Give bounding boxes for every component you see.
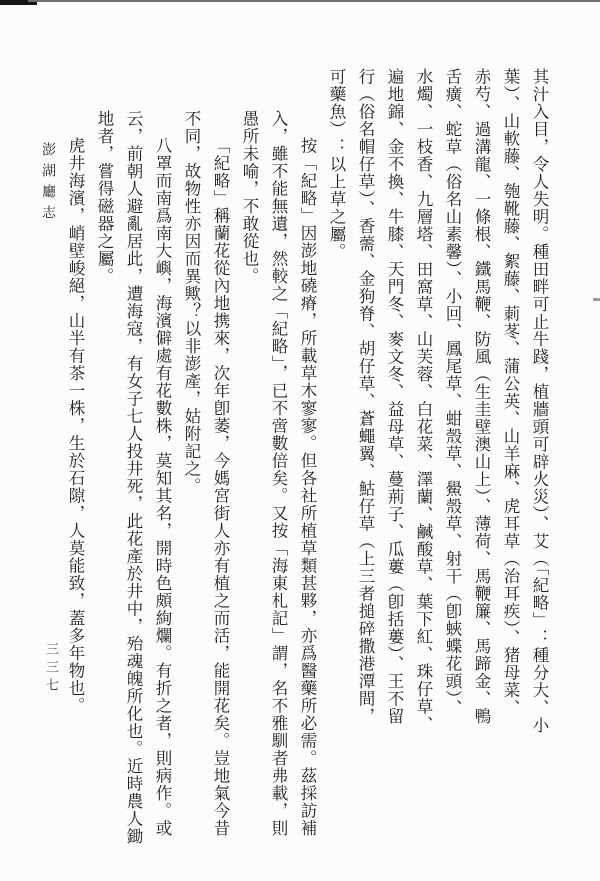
text-column: 八罩而南爲南大嶼，海濱僻處有花數株，莫知其名，開時色頗絢爛。有折之者，則病作。或: [153, 137, 172, 837]
text-column: 可藥魚）：以上草之屬。: [327, 68, 346, 261]
text-column: 葉）、山軟藤、匏靴藤、絮藤、莿苳、蒲公英、山羊麻、虎耳草（治耳疾）、猪母菜、: [501, 68, 520, 717]
scan-artifact-right-tick: [593, 298, 600, 301]
text-column: 按「紀略」因澎地磽瘠，所載草木寥寥。但各社所植草類甚夥，亦爲醫藥所必需。茲採訪補: [298, 137, 317, 837]
text-column: 地者，嘗得磁器之屬。: [95, 110, 114, 285]
text-column: 舌癀、蛇草（俗名山素馨）、小回、鳳尾草、蚶殼草、鱟殼草、射干（卽蛺蝶花頭）、: [443, 68, 462, 717]
text-column: 虎井海濱，峭壁峻絕，山半有茶一株，生於石隙，人莫能致，蓋多年物也。: [66, 137, 85, 715]
text-column: 入，雖不能無遺，然較之「紀略」，已不啻數倍矣。又按「海東札記」謂，名不雅馴者弗載，則: [269, 110, 288, 837]
text-column: 行（俗名帽仔草）、香薷、金狗脊、胡仔草、蒼蠅翼、鮕仔草（上三者搥碎撒港潭間，: [356, 68, 375, 725]
text-column: 遍地錦、金不換、牛膝、天門冬、麥文冬、益母草、蔓荊子、瓜蔞（卽括蔞）、王不留: [385, 68, 404, 725]
text-column: 其汁入目，令人失明。種田畔可止牛踐，植牆頭可辟火災）、艾（「紀略」：種分大、小: [530, 68, 549, 734]
text-column: 云，前朝人避亂居此，遭海寇，有女子七人投井死，此花產於井中，殆魂魄所化也。近時農人鋤: [124, 110, 143, 845]
text-column: 愚所未喻，不敢從也。: [240, 110, 259, 285]
text-column: 水燭、一枝香、九層塔、田窩草、山芙蓉、白花菜、澤蘭、鹹酸草、葉下紅、珠仔草、: [414, 68, 433, 733]
scan-artifact-top-line: [28, 0, 600, 2]
text-column: 不同，故物性亦因而異歟？以非澎產，姑附記之。: [182, 110, 201, 495]
book-title: 澎湖廳志: [40, 142, 55, 226]
page-number: 三三七: [44, 642, 59, 696]
text-column: 赤芍、過溝龍、一條根、鐵馬鞭、防風（生圭壁澳山上）、薄荷、馬鞭簾、馬蹄金、鴨: [472, 68, 491, 725]
text-block: [52, 68, 554, 868]
text-column: 「紀略」稱蘭花從內地携來，次年卽萎，今媽宮街人亦有植之而活，能開花矣。豈地氣今昔: [211, 137, 230, 837]
